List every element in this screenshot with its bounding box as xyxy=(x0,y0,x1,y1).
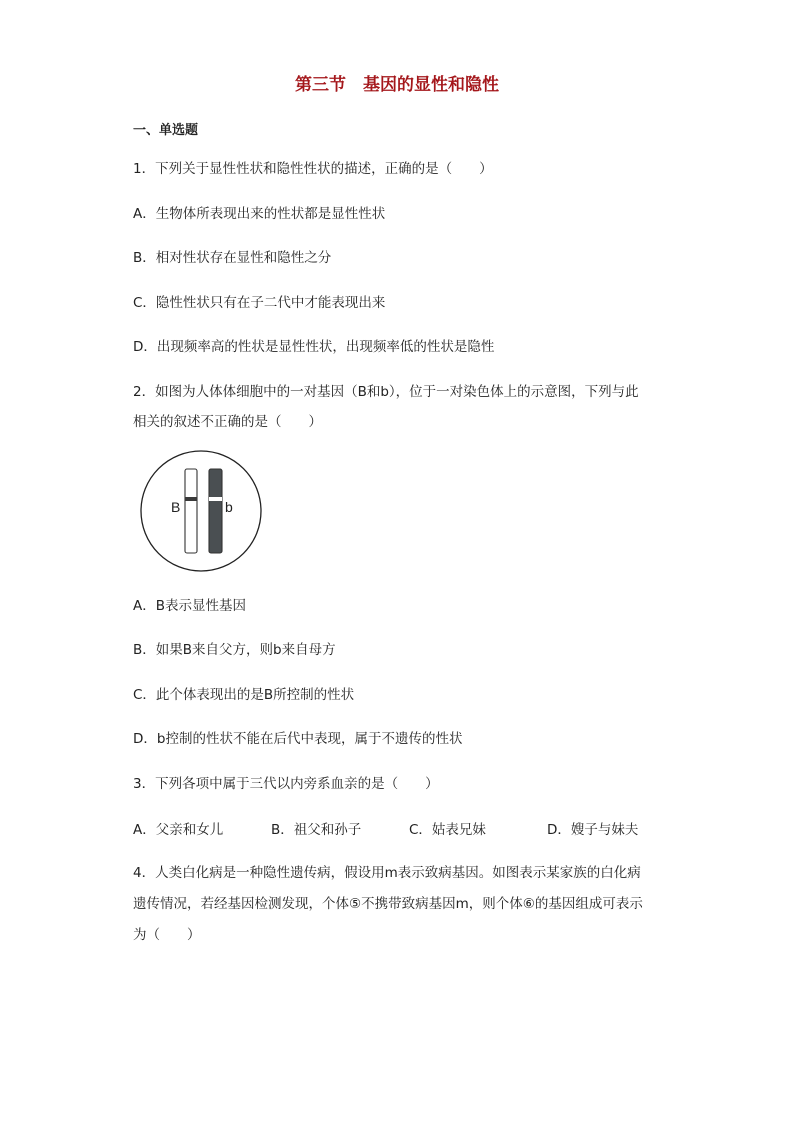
q4-line1: 4．人类白化病是一种隐性遗传病，假设用m表示致病基因。如图表示某家族的白化病 xyxy=(133,865,641,881)
gene-locus-b-upper xyxy=(185,497,197,501)
q1-stem: 1．下列关于显性性状和隐性性状的描述，正确的是（ ） xyxy=(133,161,493,177)
gene-label-b: b xyxy=(225,499,233,515)
chromosome-diagram xyxy=(140,450,262,572)
q3-option-b: B．祖父和孙子 xyxy=(271,822,362,838)
chromosome-light xyxy=(185,469,197,553)
q4-line2: 遗传情况，若经基因检测发现，个体⑤不携带致病基因m，则个体⑥的基因组成可表示 xyxy=(133,896,643,912)
q1-option-c: C．隐性性状只有在子二代中才能表现出来 xyxy=(133,295,386,311)
q3-option-a: A．父亲和女儿 xyxy=(133,822,224,838)
q2-stem-line1: 2．如图为人体体细胞中的一对基因（B和b），位于一对染色体上的示意图，下列与此 xyxy=(133,384,639,400)
gene-locus-b-lower xyxy=(209,497,222,501)
cell-outline xyxy=(141,451,261,571)
q2-stem-line2: 相关的叙述不正确的是（ ） xyxy=(133,414,322,430)
q1-option-a: A．生物体所表现出来的性状都是显性性状 xyxy=(133,206,386,222)
q2-option-a: A．B表示显性基因 xyxy=(133,598,246,614)
q1-option-d: D．出现频率高的性状是显性性状，出现频率低的性状是隐性 xyxy=(133,339,495,355)
gene-label-B: B xyxy=(171,499,181,515)
q2-option-b: B．如果B来自父方，则b来自母方 xyxy=(133,642,336,658)
page-title: 第三节 基因的显性和隐性 xyxy=(295,75,499,95)
q3-option-d: D．嫂子与妹夫 xyxy=(547,822,639,838)
q3-option-c: C．姑表兄妹 xyxy=(409,822,486,838)
q2-option-c: C．此个体表现出的是B所控制的性状 xyxy=(133,687,355,703)
q2-option-d: D．b控制的性状不能在后代中表现，属于不遗传的性状 xyxy=(133,731,463,747)
q1-option-b: B．相对性状存在显性和隐性之分 xyxy=(133,250,332,266)
q4-line3: 为（ ） xyxy=(133,927,201,943)
section-heading: 一、单选题 xyxy=(133,123,199,138)
chromosome-dark xyxy=(209,469,222,553)
q3-stem: 3．下列各项中属于三代以内旁系血亲的是（ ） xyxy=(133,776,439,792)
